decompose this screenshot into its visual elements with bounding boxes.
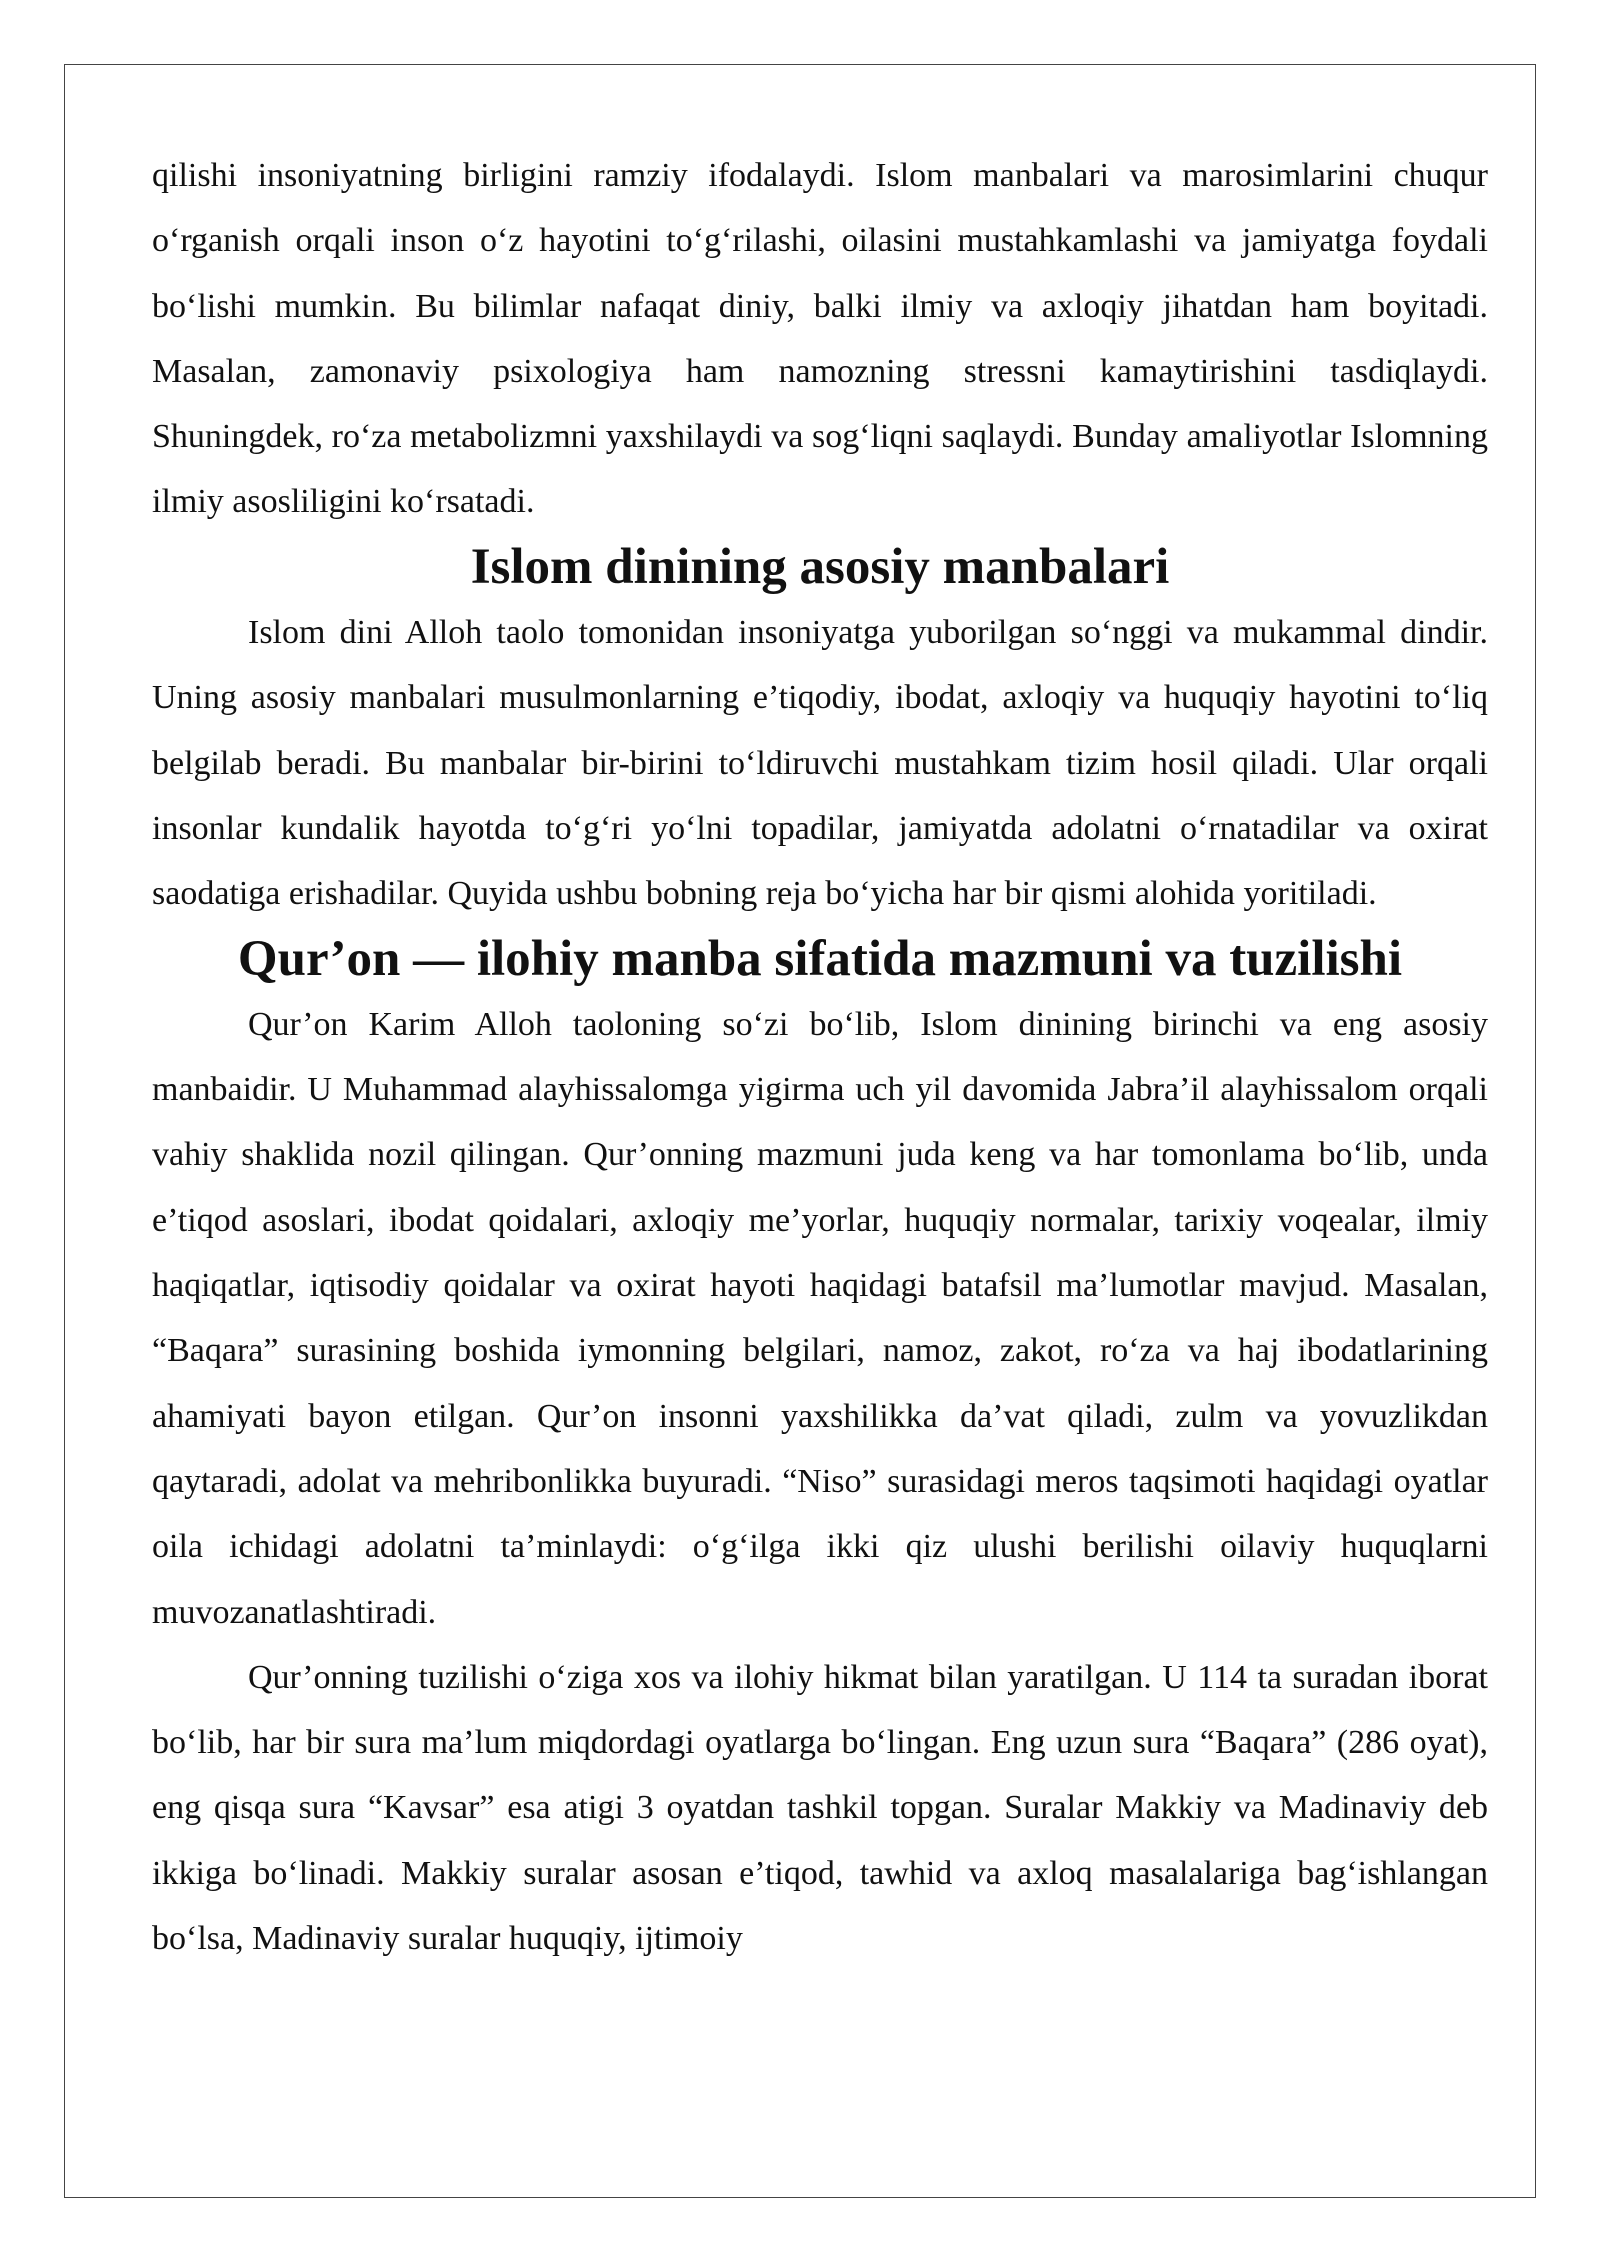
section-heading-sources: Islom dinining asosiy manbalari xyxy=(470,538,1170,595)
paragraph-quran-content: Qur’on Karim Alloh taoloning so‘zi bo‘lib, Islom dinining birinchi va eng asosiy manbaidir. U Muhammad alayhissalomga yigirma uch yil davomida Jabra’il alayhissalom orqali vahiy shaklida nozil qilingan. Qur’onning mazmuni juda keng va har tomonlama bo‘lib, unda e’tiqod asoslari, ibodat qoidalari, axloqiy me’yorlar, huquqiy normalar, tarixiy voqealar, ilmiy haqiqatlar, iqtisodiy qoidalar va oxirat hayoti haqidagi batafsil ma’lumotlar mavjud. Masalan, “Baqara” surasining boshida iymonning belgilari, namoz, zakot, ro‘za va haj ibodatlarining ahamiyati bayon etilgan. Qur’on insonni yaxshilikka da’vat qiladi, zulm va yovuzlikdan qaytaradi, adolat va mehribonlikka buyuradi. “Niso” surasidagi meros taqsimoti haqidagi oyatlar oila ichidagi adolatni ta’minlaydi: o‘g‘ilga ikki qiz ulushi berilishi oilaviy huquqlarni muvozanatlashtiradi. xyxy=(152,1005,1488,1631)
paragraph-sources-intro: Islom dini Alloh taolo tomonidan insoniyatga yuborilgan so‘nggi va mukammal dindir. Uning asosiy manbalari musulmonlarning e’tiqodiy, ibodat, axloqiy va huquqiy hayotini to‘liq belgilab beradi. Bu manbalar bir-birini to‘ldiruvchi mustahkam tizim hosil qiladi. Ular orqali insonlar kundalik hayotda to‘g‘ri yo‘lni topadilar, jamiyatda adolatni o‘rnatadilar va oxirat saodatiga erishadilar. Quyida ushbu bobning reja bo‘yicha har bir qismi alohida yoritiladi. xyxy=(152,614,1488,913)
section-heading-quran: Qur’on — ilohiy manba sifatida mazmuni va tuzilishi xyxy=(237,930,1403,987)
document-body xyxy=(152,143,1488,1971)
paragraph-continuation: qilishi insoniyatning birligini ramziy ifodalaydi. Islom manbalari va marosimlarini chuqur o‘rganish orqali inson o‘z hayotini to‘g‘rilashi, oilasini mustahkamlashi va jamiyatga foydali bo‘lishi mumkin. Bu bilimlar nafaqat diniy, balki ilmiy va axloqiy jihatdan ham boyitadi. Masalan, zamonaviy psixologiya ham namozning stressni kamaytirishini tasdiqlaydi. Shuningdek, ro‘za metabolizmni yaxshilaydi va sog‘liqni saqlaydi. Bunday amaliyotlar Islomning ilmiy asosliligini ko‘rsatadi. xyxy=(152,157,1488,521)
paragraph-quran-structure: Qur’onning tuzilishi o‘ziga xos va ilohiy hikmat bilan yaratilgan. U 114 ta suradan iborat bo‘lib, har bir sura ma’lum miqdordagi oyatlarga bo‘lingan. Eng uzun sura “Baqara” (286 oyat), eng qisqa sura “Kavsar” esa atigi 3 oyatdan tashkil topgan. Suralar Makkiy va Madinaviy deb ikkiga bo‘linadi. Makkiy suralar asosan e’tiqod, tawhid va axloq masalalariga bag‘ishlangan bo‘lsa, Madinaviy suralar huquqiy, ijtimoiy xyxy=(152,1658,1488,1958)
